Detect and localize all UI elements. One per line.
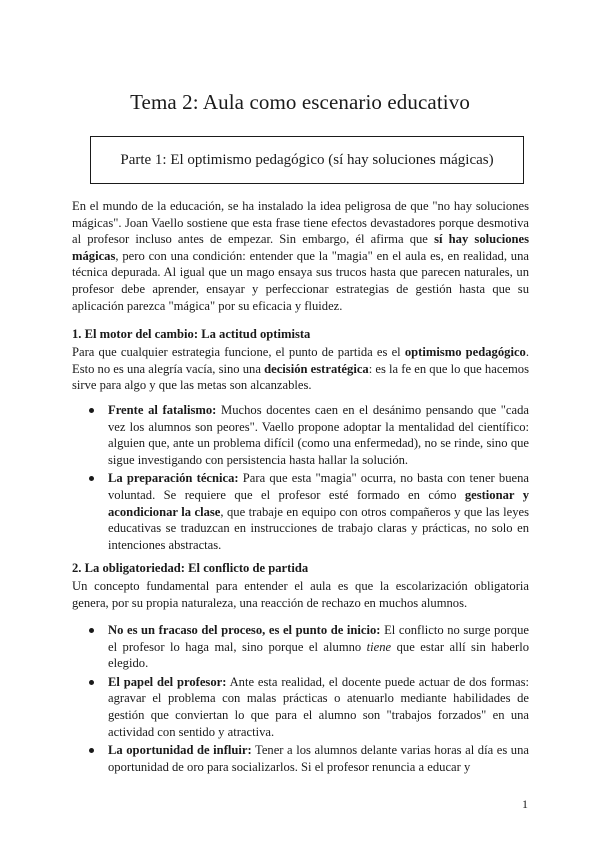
bullet-italic: tiene: [366, 639, 392, 654]
bullet-icon: [89, 628, 94, 633]
section-1-text-3: : es la fe en que lo que hacemos sirve para algo y que las metas son alcanzables.: [72, 361, 529, 393]
section-1-text-1: Para que cualquier estrategia funcione, el punto de partida es el: [72, 345, 405, 359]
bullet-text: que estar allí sin haberlo elegido.: [108, 639, 529, 671]
bullet-text: Para que esta "magia" ocurra, no basta con tener buena voluntad. Se requiere que el profesor esté formado en cómo: [108, 471, 529, 502]
bullet-icon: [89, 408, 94, 413]
bullet-text: Tener a los alumnos delante varias horas al día es una oportunidad de oro para socializarlos. Si el profesor renuncia a educar y: [108, 743, 529, 774]
section-1-text-2: . Esto no es una alegría vacía, sino una: [72, 345, 529, 376]
bullet-bold: La oportunidad de influir:: [108, 743, 252, 758]
intro-bold-1: sí hay soluciones mágicas: [72, 232, 529, 263]
section-1-paragraph: [72, 344, 529, 394]
bullet-icon: [89, 748, 94, 753]
intro-paragraph: [72, 198, 529, 314]
intro-text-2: , pero con una condición: entender que la "magia" en el aula es, en realidad, una técnica depurada. Al igual que un mago ensaya sus trucos hasta que parecen naturales, un profesor debe aprender, ensayar y perfeccionar estrategias de gestión hasta que su aplicación parezca "mágica" por su eficacia y fluidez.: [72, 248, 529, 313]
section-1-heading: 1. El motor del cambio: La actitud optimista: [72, 327, 311, 341]
page-number: 1: [522, 797, 528, 811]
bullet-bold: El papel del profesor:: [108, 674, 227, 689]
bullet-text: , que trabaje en equipo con otros compañeros y que las leyes educativas se traduzcan en instrucciones de trabajo claras y prácticas, no solo en intenciones abstractas.: [108, 504, 529, 552]
bullet-bold: No es un fracaso del proceso, es el punto de inicio:: [108, 623, 381, 637]
bullet-bold: gestionar y acondicionar la clase: [108, 487, 529, 519]
section-1-bold-1: optimismo pedagógico: [404, 345, 526, 359]
bullet-text: Muchos docentes caen en el desánimo pensando que "cada vez los alumnos son peores". Vaello propone adoptar la mentalidad del científico: alguien que, ante un problema difícil (como una enfermedad), no se rinde, sino que sigue investigando con persistencia hasta hallar la solución.: [108, 403, 529, 467]
bullet-bold: La preparación técnica:: [108, 471, 239, 486]
list-item: [72, 622, 529, 672]
section-2-paragraph: Un concepto fundamental para entender el aula es que la escolarización obligatoria genera, por su propia naturaleza, una reacción de rechazo en muchos alumnos.: [72, 579, 529, 610]
list-item: [72, 674, 529, 740]
list-item: [72, 402, 529, 468]
section-1-bullet-list: [72, 402, 529, 555]
part-title: Parte 1: El optimismo pedagógico (sí hay soluciones mágicas): [120, 151, 494, 168]
bullet-icon: [89, 680, 94, 685]
bullet-text: El conflicto no surge porque el profesor lo haga mal, sino porque el alumno: [108, 623, 529, 654]
intro-text-1: En el mundo de la educación, se ha instalado la idea peligrosa de que "no hay soluciones mágicas". Joan Vaello sostiene que esta frase tiene efectos devastadores porque desmotiva al profesor incluso antes de empezar. Sin embargo, él afirma que: [72, 199, 529, 247]
bullet-icon: [89, 476, 94, 481]
section-2-heading: 2. La obligatoriedad: El conflicto de partida: [72, 561, 309, 575]
section-2-bullet-list: [72, 622, 529, 777]
bullet-text: Ante esta realidad, el docente puede actuar de dos formas: agravar el problema con malas prácticas o atenuarlo mediante habilidades de gestión que conviertan lo que para el alumno son "trabajos forzados" en una actividad con sentido y atractiva.: [108, 674, 530, 739]
part-title-box: [90, 136, 524, 184]
list-item: [72, 470, 529, 553]
list-item: [72, 742, 529, 775]
document-title: Tema 2: Aula como escenario educativo: [130, 90, 470, 114]
section-1-bold-2: decisión estratégica: [264, 361, 369, 376]
bullet-bold: Frente al fatalismo:: [108, 403, 217, 417]
